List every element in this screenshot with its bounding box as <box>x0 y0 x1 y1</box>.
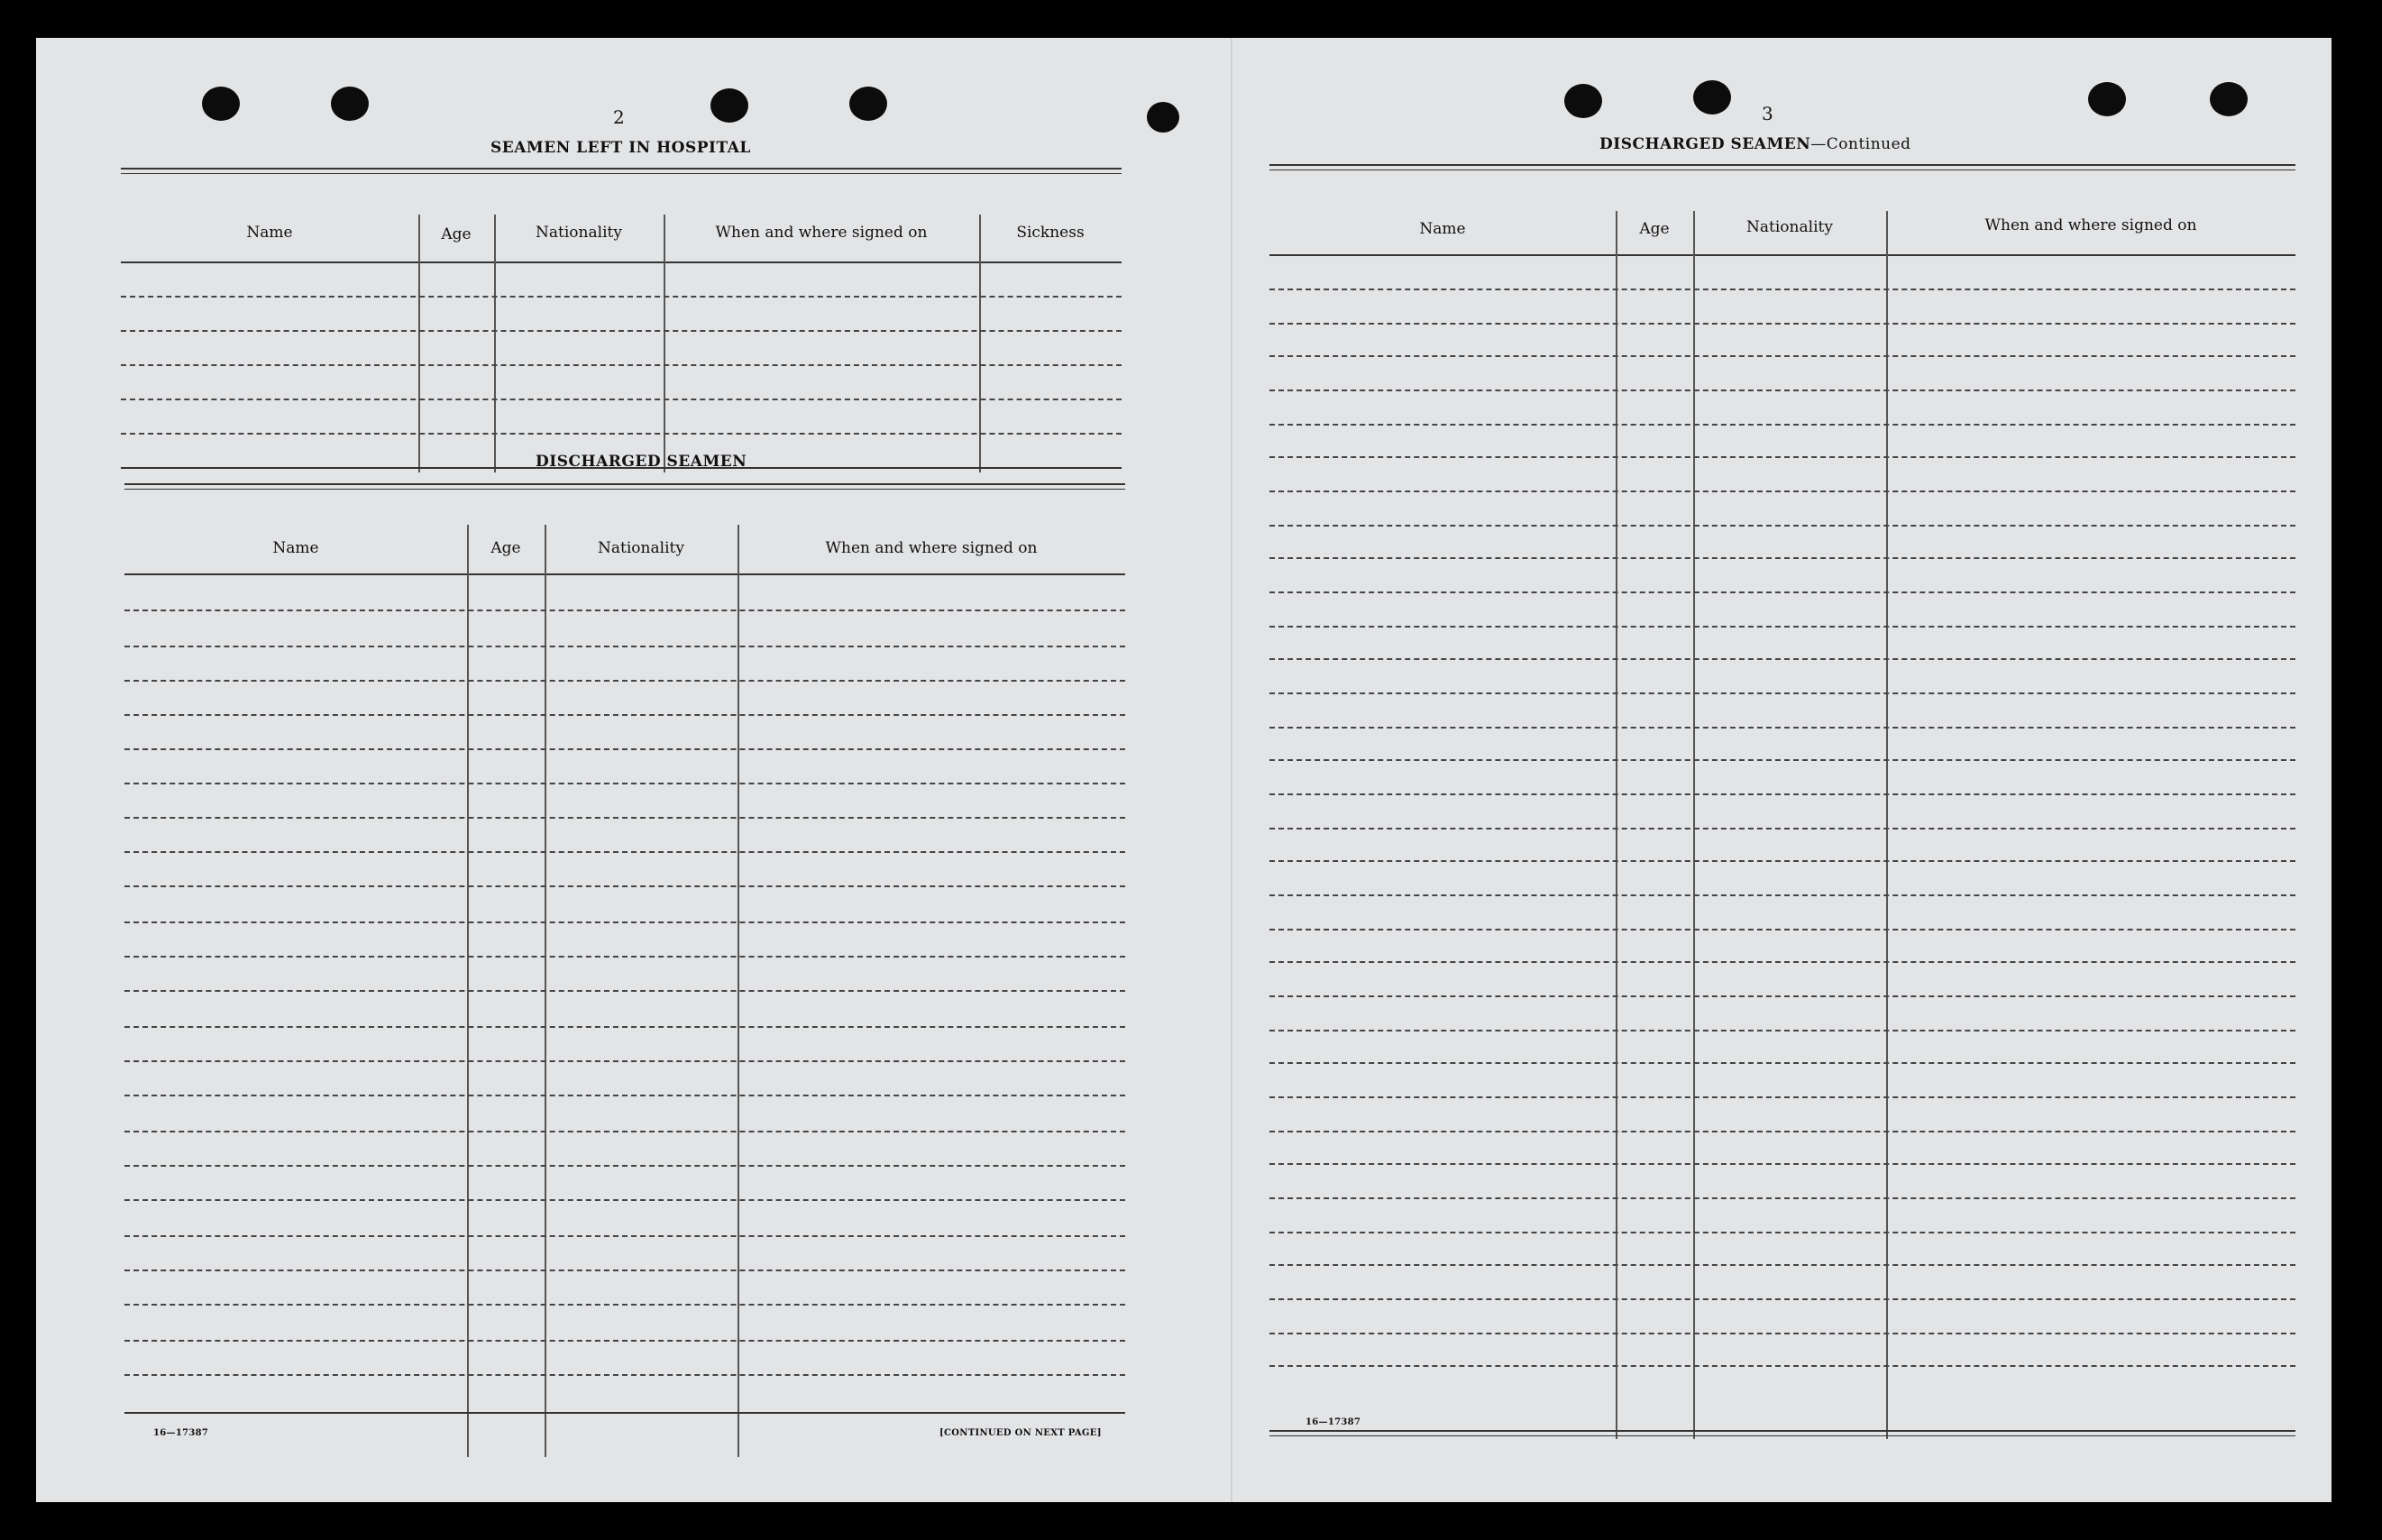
col-header-sickness: Sickness <box>1016 224 1085 242</box>
page-number-left: 2 <box>613 106 625 128</box>
col-header-nationality: Nationality <box>536 224 622 242</box>
col-header-signed-on: When and where signed on <box>1984 216 2197 234</box>
punch-hole <box>1564 84 1602 118</box>
col-header-nationality: Nationality <box>1746 218 1833 236</box>
continued-note: [CONTINUED ON NEXT PAGE] <box>939 1428 1102 1438</box>
document-sheet <box>36 38 2332 1502</box>
col-header-name: Name <box>272 539 319 557</box>
discharged-continued-title <box>1599 135 1911 153</box>
title-suffix: —Continued <box>1810 135 1911 153</box>
punch-hole <box>2210 82 2248 116</box>
col-header-name: Name <box>246 224 293 242</box>
col-header-signed-on: When and where signed on <box>715 224 928 242</box>
punch-hole <box>1147 102 1179 133</box>
page-number-right: 3 <box>1762 103 1773 124</box>
title-main: DISCHARGED SEAMEN <box>1599 135 1811 153</box>
form-number-right: 16—17387 <box>1306 1417 1361 1427</box>
discharged-section-title: DISCHARGED SEAMEN <box>536 453 747 471</box>
hospital-section-title: SEAMEN LEFT IN HOSPITAL <box>490 139 751 157</box>
punch-hole <box>202 87 240 121</box>
page-fold <box>1231 38 1232 1502</box>
punch-hole <box>2088 82 2126 116</box>
col-header-nationality: Nationality <box>598 539 684 557</box>
col-header-name: Name <box>1419 220 1466 238</box>
hospital-table <box>121 168 1122 472</box>
punch-hole <box>331 87 369 121</box>
col-header-age: Age <box>1639 220 1670 238</box>
form-number-left: 16—17387 <box>153 1428 209 1438</box>
discharged-continued-table <box>1269 164 2295 1444</box>
discharged-table <box>124 483 1125 1457</box>
punch-hole <box>849 87 887 121</box>
col-header-signed-on: When and where signed on <box>825 539 1038 557</box>
punch-hole <box>1693 80 1731 115</box>
col-header-age: Age <box>490 539 521 557</box>
punch-hole <box>710 88 748 123</box>
col-header-age: Age <box>441 225 472 243</box>
